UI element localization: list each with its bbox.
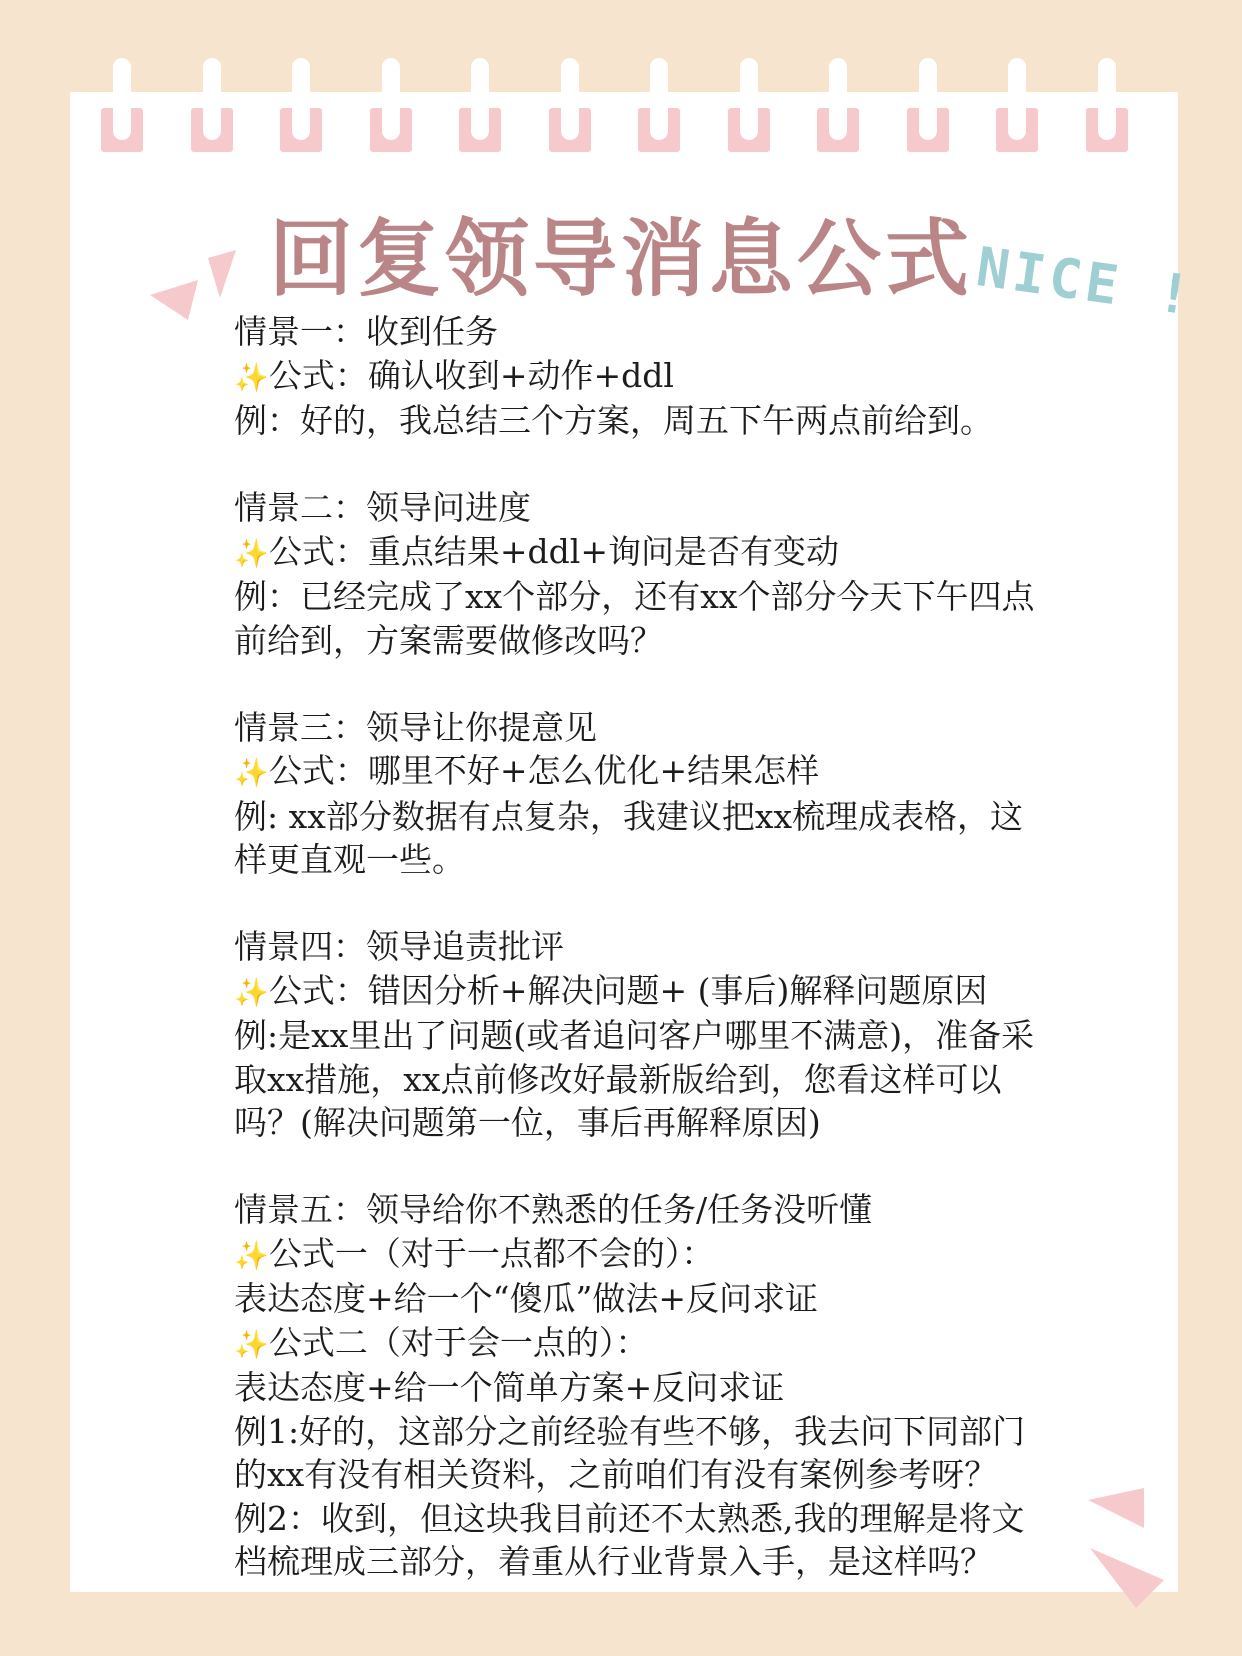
sparkle-icon: ✨ bbox=[234, 360, 269, 394]
formula-text: 公式：重点结果+ddl+询问是否有变动 bbox=[268, 531, 839, 571]
example-text: 例: xx部分数据有点复杂，我建议把xx梳理成表格，这 bbox=[234, 796, 1024, 836]
scenario-heading: 情景四：领导追责批评 bbox=[234, 927, 564, 966]
sparkle-icon: ✨ bbox=[234, 975, 269, 1009]
ring-hook bbox=[650, 58, 668, 140]
formula-text: 公式：错因分析+解决问题+ (事后)解释问题原因 bbox=[268, 970, 988, 1010]
ring-hook bbox=[292, 58, 310, 140]
formula-line bbox=[234, 969, 1134, 1015]
formula-text: 公式一（对于一点都不会的）： bbox=[268, 1233, 715, 1273]
formula-list bbox=[234, 310, 1134, 1627]
formula-text: 公式：哪里不好+怎么优化+结果怎样 bbox=[268, 751, 820, 790]
ring-hook bbox=[829, 58, 847, 140]
example-text: 例2：收到，但这块我目前还不太熟悉,我的理解是将文 bbox=[234, 1498, 1025, 1538]
formula-line bbox=[234, 749, 1134, 795]
example-text: 的xx有没有相关资料，之前咱们有没有案例参考呀？ bbox=[234, 1455, 998, 1494]
ring-hook bbox=[1098, 58, 1116, 140]
example-text: 例1:好的，这部分之前经验有些不够，我去问下同部门 bbox=[234, 1411, 1026, 1451]
ring-hook bbox=[382, 58, 400, 140]
scenario-3 bbox=[234, 706, 1134, 882]
example-text: 例：已经完成了xx个部分，还有xx个部分今天下午四点 bbox=[234, 577, 1035, 616]
scenario-heading: 情景五：领导给你不熟悉的任务/任务没听懂 bbox=[234, 1190, 873, 1229]
ring-hook bbox=[1008, 58, 1026, 140]
sparkle-icon: ✨ bbox=[234, 536, 269, 570]
scenario-heading: 情景二：领导问进度 bbox=[234, 488, 531, 527]
formula-body: 表达态度+给一个简单方案+反问求证 bbox=[234, 1368, 785, 1407]
example-text: 档梳理成三部分，着重从行业背景入手，是这样吗？ bbox=[234, 1542, 993, 1581]
scenario-heading: 情景三：领导让你提意见 bbox=[234, 707, 597, 747]
ring-hook bbox=[919, 58, 937, 140]
formula-body: 表达态度+给一个“傻瓜”做法+反问求证 bbox=[234, 1279, 819, 1318]
ring-hook bbox=[471, 58, 489, 140]
formula-line bbox=[234, 530, 1134, 576]
scenario-4 bbox=[234, 925, 1134, 1145]
example-text: 例：好的，我总结三个方案，周五下午两点前给到。 bbox=[234, 401, 993, 440]
scenario-heading: 情景一：收到任务 bbox=[234, 312, 498, 351]
ring-hook bbox=[561, 58, 579, 140]
formula-text: 公式：确认收到+动作+ddl bbox=[268, 355, 674, 395]
example-text: 样更直观一些。 bbox=[234, 840, 465, 879]
example-text: 例:是xx里出了问题(或者追问客户哪里不满意)，准备采 bbox=[234, 1016, 1035, 1055]
binder-rings bbox=[0, 0, 1242, 160]
formula-line bbox=[234, 1321, 1134, 1367]
scenario-1 bbox=[234, 310, 1134, 443]
ring-hook bbox=[113, 58, 131, 140]
example-text: 吗？(解决问题第一位，事后再解释原因) bbox=[234, 1103, 821, 1142]
page-title: 回复领导消息公式 bbox=[268, 210, 973, 308]
scenario-2 bbox=[234, 486, 1134, 662]
nice-badge: NICE ! bbox=[972, 235, 1199, 328]
example-text: 前给到，方案需要做修改吗？ bbox=[234, 620, 663, 660]
formula-line bbox=[234, 1232, 1134, 1278]
scenario-5 bbox=[234, 1188, 1134, 1584]
ring-hook bbox=[740, 58, 758, 140]
sparkle-icon: ✨ bbox=[234, 756, 269, 789]
sparkle-icon: ✨ bbox=[234, 1327, 269, 1361]
example-text: 取xx措施，xx点前修改好最新版给到，您看这样可以 bbox=[234, 1059, 1002, 1099]
formula-text: 公式二（对于会一点的）： bbox=[268, 1322, 649, 1362]
ring-hook bbox=[203, 58, 221, 140]
formula-line bbox=[234, 354, 1134, 400]
sparkle-icon: ✨ bbox=[234, 1238, 269, 1272]
